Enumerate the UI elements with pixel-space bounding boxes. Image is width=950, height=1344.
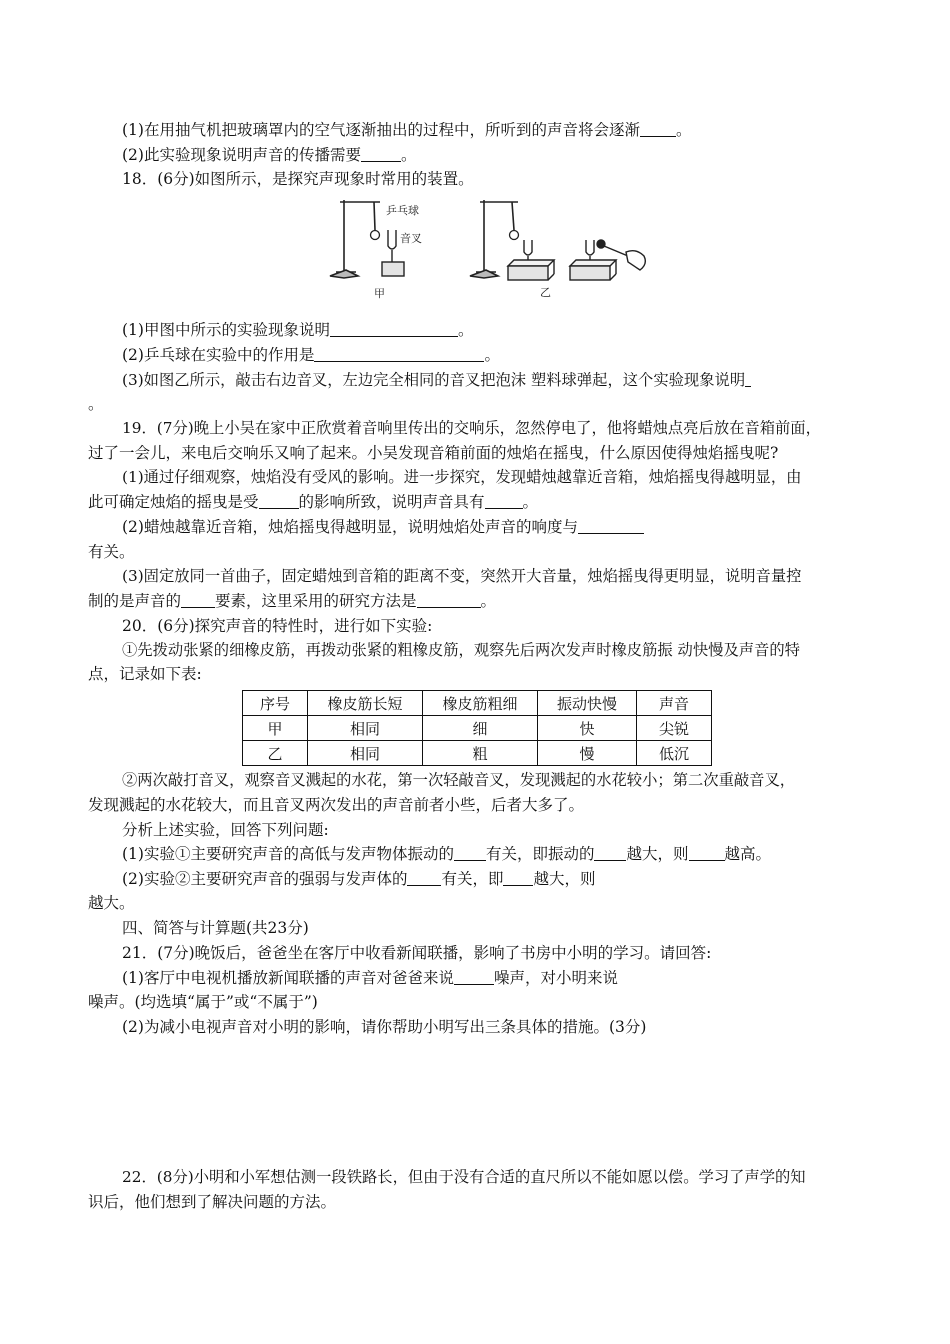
answer-blank[interactable] xyxy=(485,492,523,509)
table-header: 振动快慢 xyxy=(538,691,637,716)
q20-experiment2: ②两次敲打音叉，观察音叉溅起的水花，第一次轻敲音叉，发现溅起的水花较小；第二次重敲音叉， xyxy=(122,771,796,789)
q19-part1: (1)通过仔细观察，烛焰没有受风的影响。进一步探究，发现蜡烛越靠近音箱，烛焰摇曳得越明显，由 xyxy=(122,468,802,486)
answer-blank[interactable] xyxy=(503,869,533,886)
table-cell: 甲 xyxy=(243,716,308,741)
q22-heading: 22．(8分)小明和小军想估测一段铁路长，但由于没有合适的直尺所以不能如愿以偿。学习了声学的知 xyxy=(122,1168,806,1186)
answer-blank[interactable] xyxy=(330,320,458,337)
answer-blank[interactable] xyxy=(314,345,484,362)
tuning-fork-b-left-icon xyxy=(508,240,554,280)
table-cell: 细 xyxy=(423,716,538,741)
table-row xyxy=(243,741,712,766)
table-header: 声音 xyxy=(637,691,712,716)
q19-heading: 19．(7分)晚上小吴在家中正欣赏着音响里传出的交响乐，忽然停电了，他将蜡烛点亮后放在音箱前面， xyxy=(122,419,821,437)
table-cell: 乙 xyxy=(243,741,308,766)
answer-blank[interactable] xyxy=(594,844,626,861)
ping-pong-ball-icon xyxy=(371,231,380,240)
answer-blank[interactable] xyxy=(454,844,486,861)
table-header: 橡皮筋粗细 xyxy=(423,691,538,716)
experiment-table xyxy=(242,690,712,766)
label-ping-pong-ball: 乒乓球 xyxy=(386,204,419,217)
q18-part3-end: 。 xyxy=(88,395,104,413)
q19-part2-cont: 有关。 xyxy=(88,543,135,561)
q19-part3-cont: 制的是声音的 要素，这里采用的研究方法是 。 xyxy=(88,592,497,610)
q20-experiment1-cont: 点，记录如下表: xyxy=(88,665,202,683)
q17-part1: (1)在用抽气机把玻璃罩内的空气逐渐抽出的过程中，所听到的声音将会逐渐 。 xyxy=(122,121,692,139)
table-cell: 相同 xyxy=(308,741,423,766)
answer-blank[interactable] xyxy=(640,120,676,137)
q20-instruction: 分析上述实验，回答下列问题: xyxy=(122,821,329,839)
table-row xyxy=(243,716,712,741)
section-heading: 四、简答与计算题(共23分) xyxy=(122,919,309,937)
table-cell: 粗 xyxy=(423,741,538,766)
q21-part2: (2)为减小电视声音对小明的影响，请你帮助小明写出三条具体的措施。(3分) xyxy=(122,1018,647,1036)
answer-blank[interactable] xyxy=(578,517,644,534)
q22-heading-2: 识后，他们想到了解决问题的方法。 xyxy=(88,1193,337,1211)
table-header: 序号 xyxy=(243,691,308,716)
table-cell: 相同 xyxy=(308,716,423,741)
answer-blank[interactable] xyxy=(745,370,751,387)
q18-part1: (1)甲图中所示的实验现象说明 。 xyxy=(122,321,474,339)
q21-part1-cont: 噪声。(均选填“属于”或“不属于”) xyxy=(88,993,318,1011)
tuning-fork-figure xyxy=(322,190,658,302)
answer-blank[interactable] xyxy=(361,145,401,162)
tuning-fork-b-right-icon xyxy=(570,240,616,280)
foam-ball-icon xyxy=(510,231,519,240)
answer-blank[interactable] xyxy=(417,591,481,608)
q19-heading-2: 过了一会儿，来电后交响乐又响了起来。小吴发现音箱前面的烛焰在摇曳，什么原因使得烛焰摇曳呢? xyxy=(88,444,779,462)
label-jia: 甲 xyxy=(374,287,385,300)
answer-blank[interactable] xyxy=(259,492,299,509)
q21-part1: (1)客厅中电视机播放新闻联播的声音对爸爸来说 噪声，对小明来说 xyxy=(122,969,618,987)
q19-part2: (2)蜡烛越靠近音箱，烛焰摇曳得越明显，说明烛焰处声音的响度与 xyxy=(122,515,644,539)
answer-blank[interactable] xyxy=(407,869,441,886)
table-cell: 快 xyxy=(538,716,637,741)
table-cell: 慢 xyxy=(538,741,637,766)
q20-part1: (1)实验①主要研究声音的高低与发声物体振动的 有关，即振动的 越大，则 越高。 xyxy=(122,845,772,863)
q17-part2: (2)此实验现象说明声音的传播需要 。 xyxy=(122,146,417,164)
q20-experiment2-cont: 发现溅起的水花较大，而且音叉两次发出的声音前者小些，后者大多了。 xyxy=(88,796,585,814)
q19-part3: (3)固定放同一首曲子，固定蜡烛到音箱的距离不变，突然开大音量，烛焰摇曳得更明显，说明音量控 xyxy=(122,567,802,585)
table-cell: 尖锐 xyxy=(637,716,712,741)
answer-blank[interactable] xyxy=(689,844,725,861)
q19-part1-cont: 此可确定烛焰的摇曳是受 的影响所致，说明声音具有 。 xyxy=(88,493,539,511)
table-header: 橡皮筋长短 xyxy=(308,691,423,716)
label-tuning-fork: 音叉 xyxy=(400,232,422,245)
table-cell: 低沉 xyxy=(637,741,712,766)
q20-experiment1: ①先拨动张紧的细橡皮筋，再拨动张紧的粗橡皮筋，观察先后两次发声时橡皮筋振 动快慢及声音的特 xyxy=(122,641,800,659)
q20-part2: (2)实验②主要研究声音的强弱与发声体的 有关，即 越大，则 xyxy=(122,870,596,888)
label-yi: 乙 xyxy=(540,286,551,299)
q18-part3: (3)如图乙所示，敲击右边音叉，左边完全相同的音叉把泡沫 塑料球弹起，这个实验现象说明 xyxy=(122,368,751,392)
q20-part2-cont: 越大。 xyxy=(88,894,135,912)
answer-blank[interactable] xyxy=(181,591,215,608)
q18-heading: 18．(6分)如图所示，是探究声现象时常用的装置。 xyxy=(122,170,474,188)
table-header-row xyxy=(243,691,712,716)
q21-heading: 21．(7分)晚饭后，爸爸坐在客厅中收看新闻联播，影响了书房中小明的学习。请回答: xyxy=(122,944,712,962)
q20-heading: 20．(6分)探究声音的特性时，进行如下实验: xyxy=(122,617,433,635)
answer-blank[interactable] xyxy=(454,968,494,985)
q18-part2: (2)乒乓球在实验中的作用是 。 xyxy=(122,346,500,364)
